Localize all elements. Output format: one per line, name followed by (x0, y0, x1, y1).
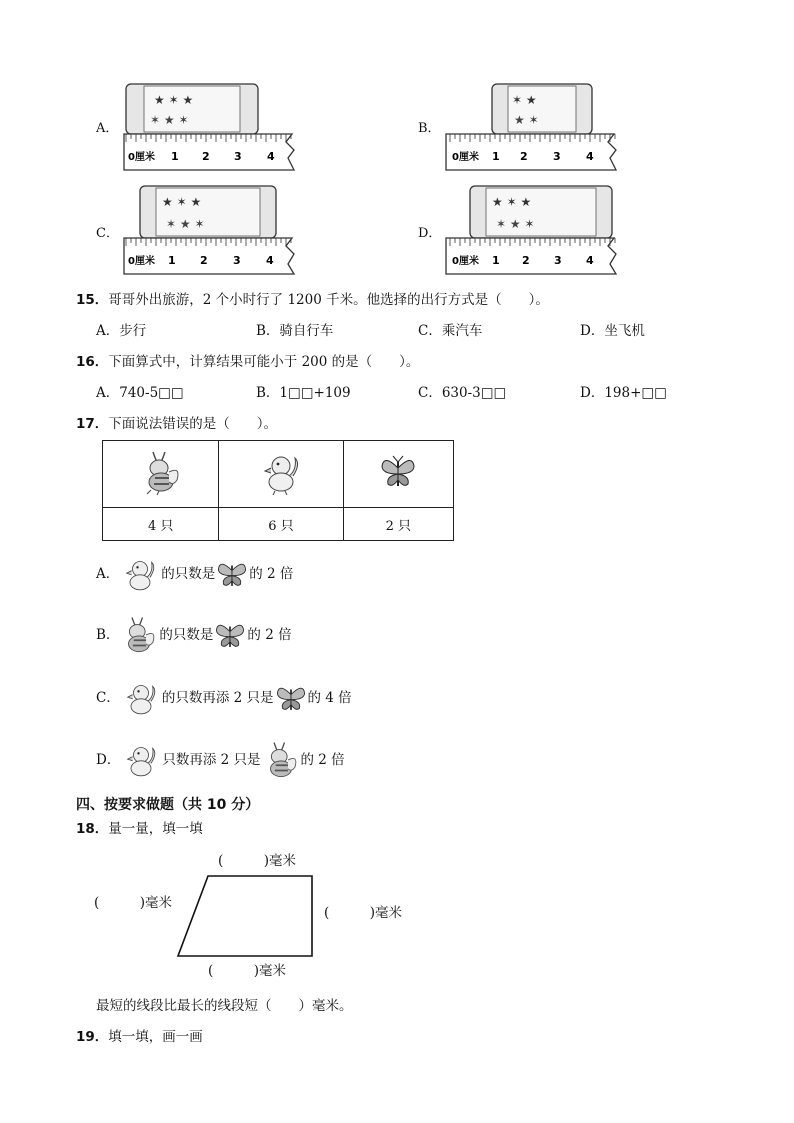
butterfly-count: 2 只 (343, 508, 453, 541)
svg-text:2: 2 (202, 150, 210, 163)
svg-text:3: 3 (233, 254, 241, 267)
svg-text:★ ✶ ★: ★ ✶ ★ (154, 93, 194, 107)
question-number: 18． (76, 821, 109, 837)
section-heading: 四、按要求做题（共 10 分） (76, 797, 260, 813)
blank-bottom-side[interactable]: ( )毫米 (208, 963, 287, 979)
q15-option-c[interactable]: C．乘汽车 (418, 323, 483, 339)
svg-text:★ ✶: ★ ✶ (514, 113, 539, 127)
question-15 (76, 291, 549, 309)
svg-text:2: 2 (200, 254, 208, 267)
svg-text:✶ ★ ✶: ✶ ★ ✶ (150, 113, 189, 127)
q16-option-c[interactable]: C．630-3□□ (418, 385, 507, 401)
chick-icon (120, 740, 162, 780)
option-a-label[interactable]: A． (96, 121, 119, 136)
q15-option-b[interactable]: B．骑自行车 (256, 323, 334, 339)
blank-top-side[interactable]: ( )毫米 (218, 853, 297, 869)
eraser-ruler-d (440, 180, 630, 280)
option-c-label[interactable]: C． (96, 226, 119, 241)
butterfly-icon (215, 557, 249, 591)
table-cell-bee (103, 441, 219, 508)
option-d-label[interactable]: D． (418, 226, 442, 241)
butterfly-icon (378, 452, 418, 492)
question-17 (76, 415, 277, 433)
question-number: 15． (76, 292, 109, 308)
svg-text:★ ✶ ★: ★ ✶ ★ (492, 195, 532, 209)
eraser-ruler-c (116, 180, 306, 280)
svg-text:4: 4 (267, 150, 275, 163)
eraser-ruler-b (440, 80, 630, 174)
chick-icon (259, 448, 303, 496)
butterfly-icon (213, 618, 247, 652)
svg-text:0厘米: 0厘米 (128, 256, 155, 267)
svg-text:0厘米: 0厘米 (452, 256, 479, 267)
q17-option-a[interactable]: A． 的只数是 的 2 倍 (96, 554, 293, 594)
svg-text:✶ ★ ✶: ✶ ★ ✶ (166, 217, 205, 231)
q16-option-b[interactable]: B．1□□+109 (256, 385, 351, 401)
svg-text:2: 2 (522, 254, 530, 267)
question-text: 哥哥外出旅游，2 个小时行了 1200 千米。他选择的出行方式是（ ）。 (108, 292, 549, 308)
svg-text:3: 3 (553, 150, 561, 163)
q17-option-d[interactable]: D． 只数再添 2 只是 的 2 倍 (96, 738, 345, 782)
q18-answer-line[interactable]: 最短的线段比最长的线段短（ ）毫米。 (96, 998, 353, 1014)
question-16 (76, 353, 419, 371)
q16-option-d[interactable]: D．198+□□ (580, 385, 667, 401)
q16-option-a[interactable]: A．740-5□□ (96, 385, 184, 401)
svg-text:4: 4 (586, 150, 594, 163)
svg-text:1: 1 (492, 254, 500, 267)
svg-text:3: 3 (234, 150, 242, 163)
blank-left-side[interactable]: ( )毫米 (94, 895, 173, 911)
blank-right-side[interactable]: ( )毫米 (324, 905, 403, 921)
trapezoid-figure (170, 870, 330, 960)
svg-text:2: 2 (520, 150, 528, 163)
bee-icon (119, 614, 159, 656)
table-cell-butterfly (343, 441, 453, 508)
svg-text:1: 1 (492, 150, 500, 163)
q15-option-a[interactable]: A．步行 (96, 323, 147, 339)
chick-icon (120, 678, 162, 718)
table-cell-chick (219, 441, 343, 508)
question-number: 19． (76, 1029, 109, 1045)
question-text: 填一填，画一画 (108, 1029, 203, 1045)
question-text: 下面算式中，计算结果可能小于 200 的是（ ）。 (108, 354, 420, 370)
svg-text:4: 4 (586, 254, 594, 267)
svg-text:✶ ★ ✶: ✶ ★ ✶ (496, 217, 535, 231)
ruler-label: 0厘米 (128, 152, 155, 163)
svg-text:0厘米: 0厘米 (452, 152, 479, 163)
chick-count: 6 只 (219, 508, 343, 541)
question-number: 17． (76, 416, 109, 432)
svg-text:1: 1 (171, 150, 179, 163)
question-19 (76, 1028, 203, 1046)
svg-text:3: 3 (554, 254, 562, 267)
q17-option-c[interactable]: C． 的只数再添 2 只是 的 4 倍 (96, 678, 352, 718)
butterfly-icon (274, 681, 308, 715)
eraser-ruler-a (116, 80, 306, 174)
q15-option-d[interactable]: D．坐飞机 (580, 323, 645, 339)
animal-count-table (102, 440, 454, 541)
svg-text:✶ ★: ✶ ★ (512, 93, 537, 107)
svg-text:1: 1 (168, 254, 176, 267)
question-18 (76, 820, 203, 838)
svg-text:★ ✶ ★: ★ ✶ ★ (162, 195, 202, 209)
q17-option-b[interactable]: B． 的只数是 的 2 倍 (96, 614, 292, 656)
svg-text:4: 4 (266, 254, 274, 267)
option-b-label[interactable]: B． (418, 121, 441, 136)
question-number: 16． (76, 354, 109, 370)
bee-icon (261, 739, 301, 781)
bee-icon (139, 448, 183, 496)
chick-icon (119, 554, 161, 594)
question-text: 量一量，填一填 (108, 821, 203, 837)
question-text: 下面说法错误的是（ ）。 (108, 416, 278, 432)
bee-count: 4 只 (103, 508, 219, 541)
